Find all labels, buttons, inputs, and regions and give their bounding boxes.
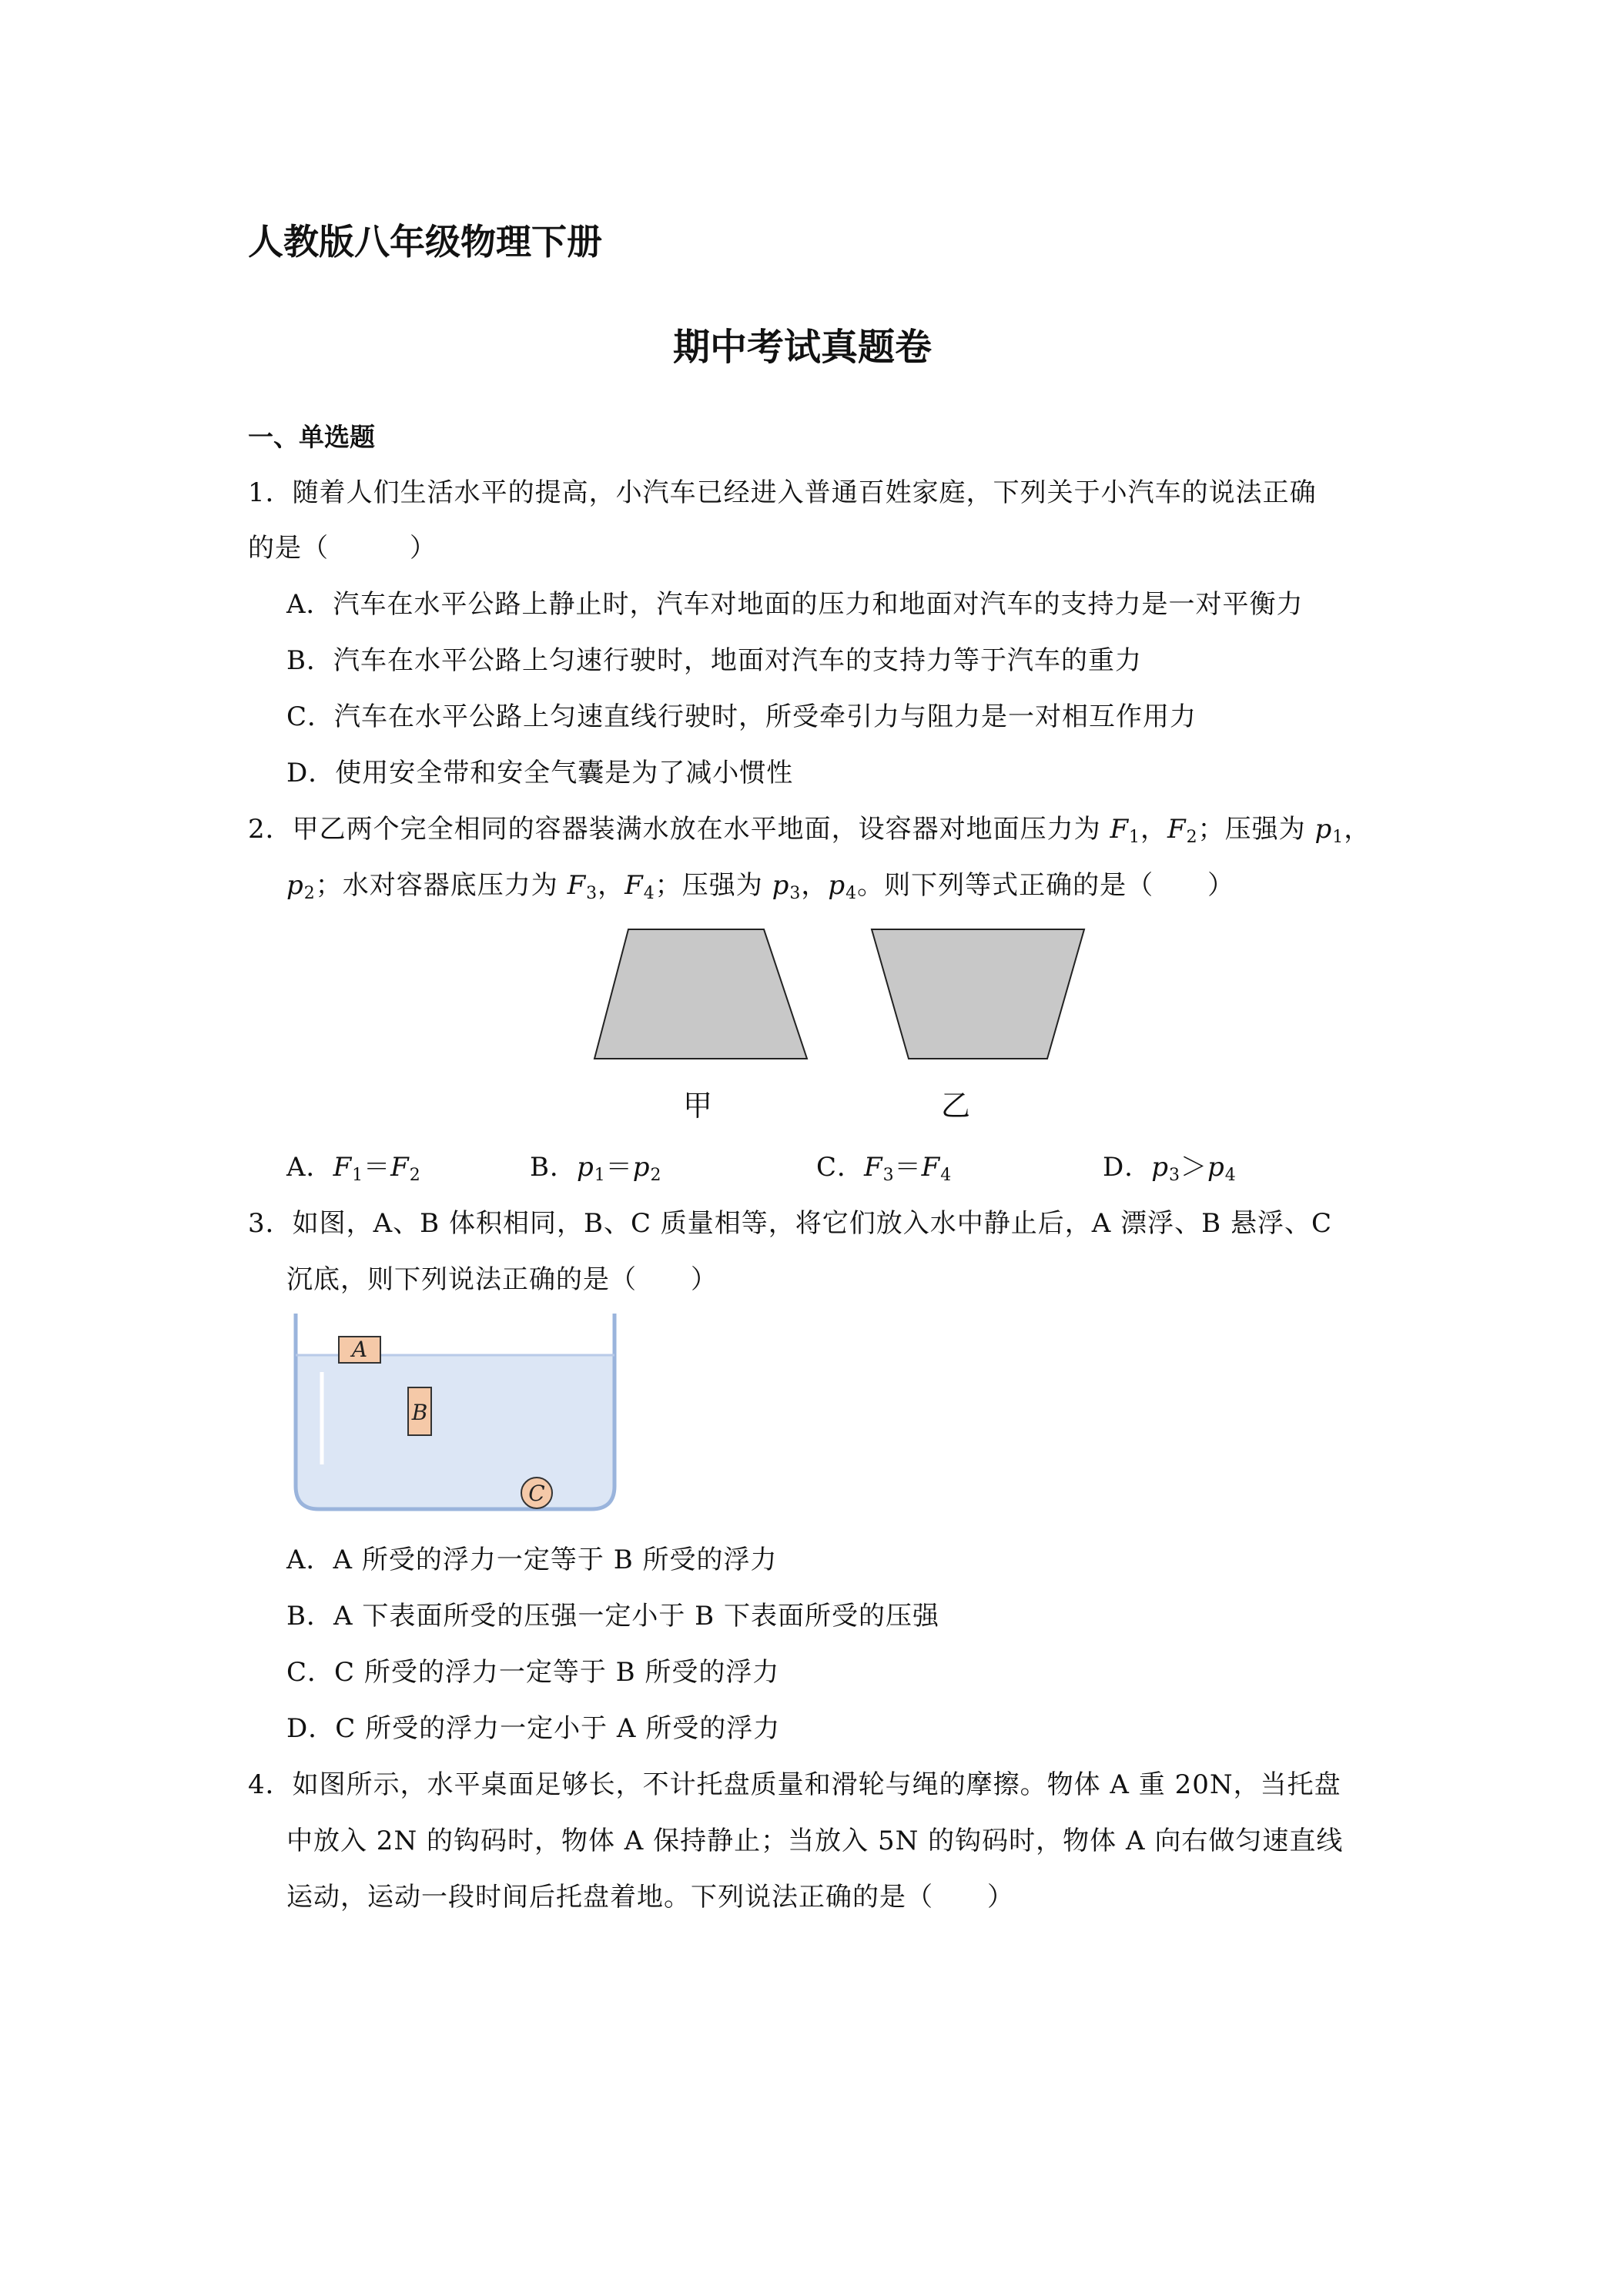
section-heading: 一、单选题 (248, 422, 375, 452)
question-1-option-b: B．汽车在水平公路上匀速行驶时，地面对汽车的支持力等于汽车的重力 (286, 645, 1142, 676)
question-3-option-b: B．A 下表面所受的压强一定小于 B 下表面所受的压强 (286, 1601, 939, 1632)
question-1-option-c: C．汽车在水平公路上匀速直线行驶时，所受牵引力与阻力是一对相互作用力 (286, 701, 1197, 732)
question-4-stem-line3: 运动，运动一段时间后托盘着地。下列说法正确的是（ ） (286, 1882, 1014, 1913)
container-figure (585, 920, 1093, 1143)
question-1-stem-line2: 的是（ ） (248, 533, 437, 564)
question-1-option-a: A．汽车在水平公路上静止时，汽车对地面的压力和地面对汽车的支持力是一对平衡力 (286, 589, 1304, 620)
question-2-stem-line1: 2．甲乙两个完全相同的容器装满水放在水平地面，设容器对地面压力为 $F_1$，$F_2$；压强为 $p_1$， (248, 814, 1371, 847)
question-2-option-c: C．$F_3=F_4$ (816, 1152, 953, 1185)
question-2-option-a: A．$F_1=F_2$ (286, 1152, 421, 1185)
question-4-stem-line1: 4．如图所示，水平桌面足够长，不计托盘质量和滑轮与绳的摩擦。物体 A 重 20N，当托盘 (248, 1769, 1341, 1800)
question-1-stem-line1: 1．随着人们生活水平的提高，小汽车已经进入普通百姓家庭，下列关于小汽车的说法正确 (248, 477, 1317, 508)
doc-subtitle: 期中考试真题卷 (673, 326, 933, 369)
question-3-stem-line1: 3．如图，A、B 体积相同，B、C 质量相等，将它们放入水中静止后，A 漂浮、B 悬浮、C (248, 1208, 1332, 1239)
question-3-stem-line2: 沉底，则下列说法正确的是（ ） (286, 1264, 718, 1295)
question-4-stem-line2: 中放入 2N 的钩码时，物体 A 保持静止；当放入 5N 的钩码时，物体 A 向右做匀速直线 (286, 1826, 1344, 1856)
block-a-label: A (351, 1337, 368, 1362)
container-jia-shape (594, 929, 807, 1059)
beaker-figure (291, 1310, 622, 1518)
question-3-option-d: D．C 所受的浮力一定小于 A 所受的浮力 (286, 1713, 781, 1744)
question-2-stem-line2: $p_2$；水对容器底压力为 $F_3$，$F_4$；压强为 $p_3$，$p_4$。则下列等式正确的是（ ） (286, 870, 1235, 903)
figure-label-jia: 甲 (683, 1089, 713, 1123)
water-body (296, 1355, 614, 1509)
question-1-option-d: D．使用安全带和安全气囊是为了减小惯性 (286, 758, 794, 788)
question-3-option-a: A．A 所受的浮力一定等于 B 所受的浮力 (286, 1545, 778, 1575)
ball-c-label: C (528, 1481, 545, 1506)
block-b-label: B (411, 1400, 428, 1425)
doc-title: 人教版八年级物理下册 (248, 221, 602, 263)
question-2-option-d: D．$p_3>p_4$ (1103, 1152, 1237, 1185)
container-yi-shape (872, 929, 1084, 1059)
question-3-option-c: C．C 所受的浮力一定等于 B 所受的浮力 (286, 1657, 780, 1688)
question-2-option-b: B．$p_1=p_2$ (530, 1152, 662, 1185)
figure-label-yi: 乙 (941, 1089, 971, 1123)
